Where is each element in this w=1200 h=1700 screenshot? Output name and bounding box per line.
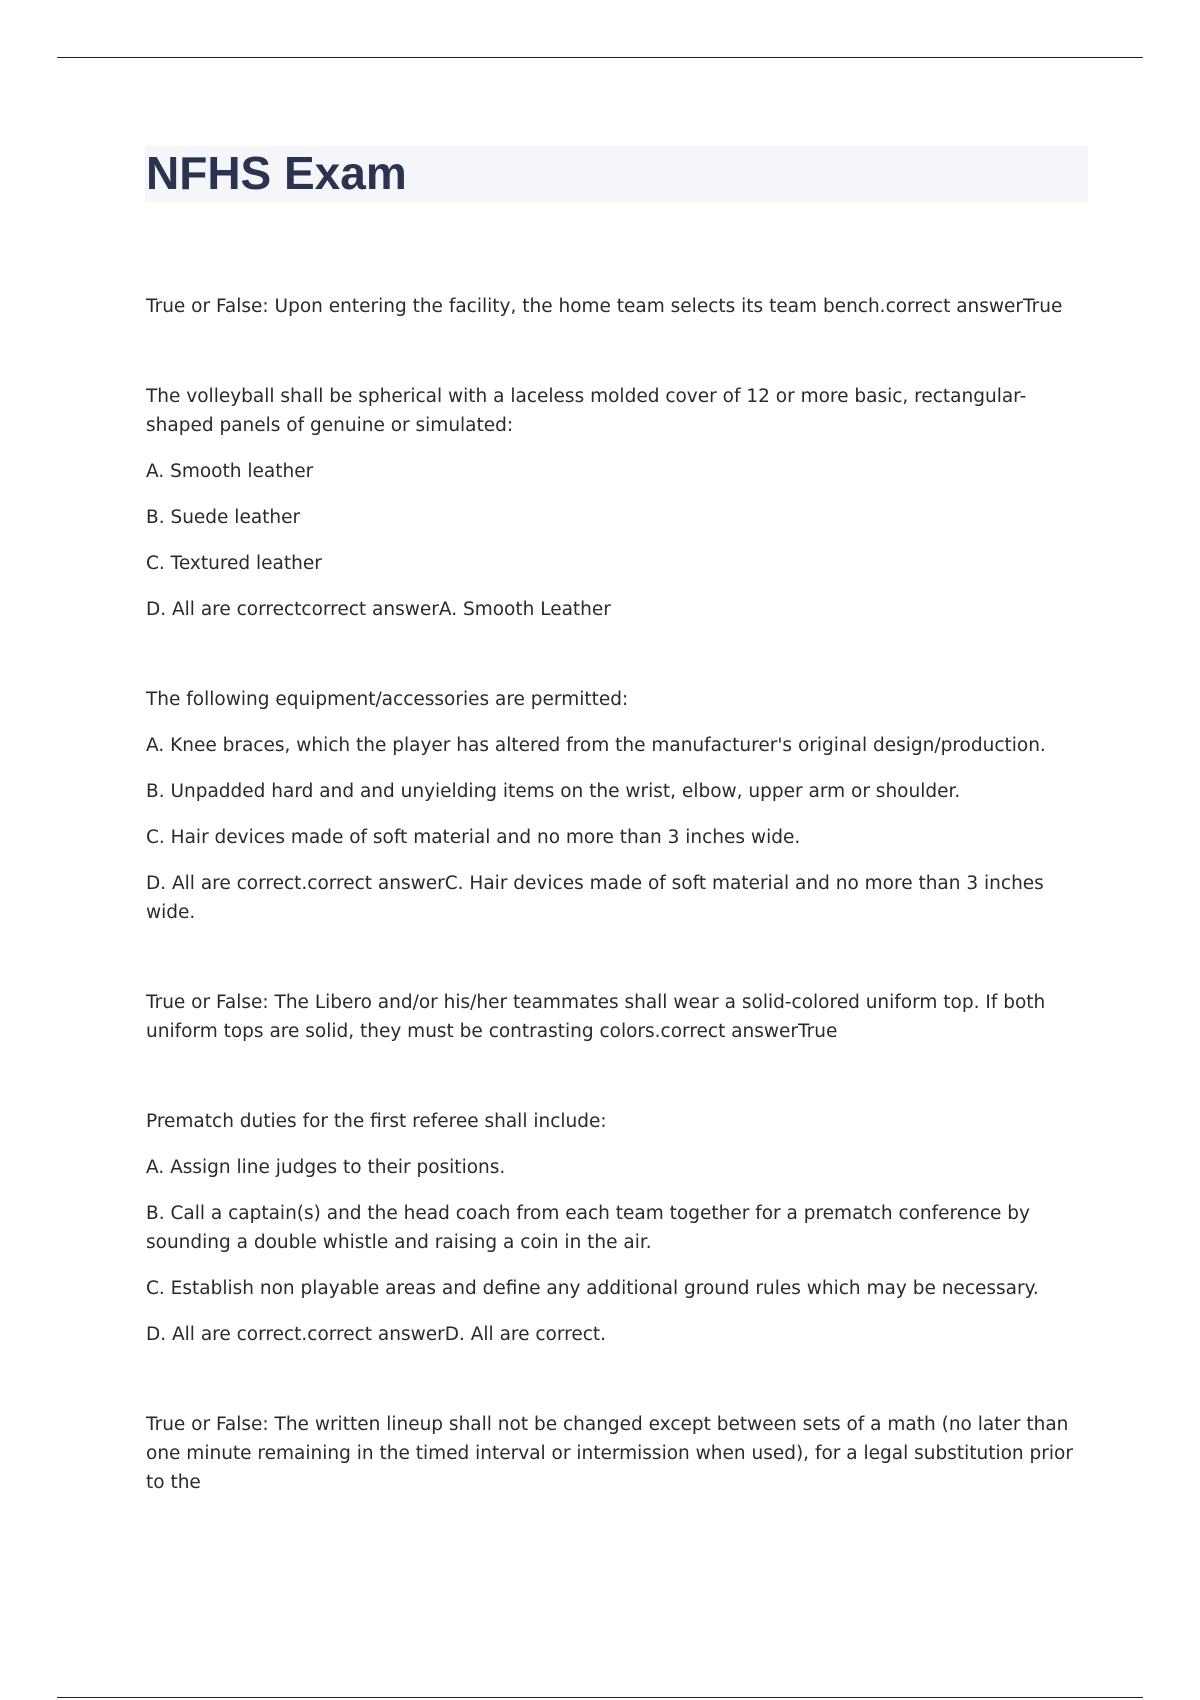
answer-option: C. Hair devices made of soft material and no more than 3 inches wide.: [146, 827, 801, 848]
question-text: True or False: The written lineup shall not be changed except between sets of a math (no later than one minute remaining in the timed interval or intermission when used), for a legal substitution prior to the: [146, 1414, 1073, 1493]
answer-option: D. All are correct.correct answerD. All are correct.: [146, 1324, 607, 1345]
question-block-2: [146, 382, 1086, 624]
answer-option: B. Call a captain(s) and the head coach from each team together for a prematch conference by sounding a double whistle and raising a coin in the air.: [146, 1203, 1030, 1253]
answer-option: C. Textured leather: [146, 553, 322, 574]
question-block-5: [146, 1107, 1086, 1349]
answer-option: B. Suede leather: [146, 507, 301, 528]
document-body: [146, 292, 1086, 1558]
top-rule: [57, 57, 1143, 58]
answer-option: D. All are correct.correct answerC. Hair devices made of soft material and no more than 3 inches wide.: [146, 873, 1044, 923]
answer-option: C. Establish non playable areas and define any additional ground rules which may be necessary.: [146, 1278, 1039, 1299]
question-block-1: [146, 292, 1086, 321]
answer-option: A. Knee braces, which the player has altered from the manufacturer's original design/production.: [146, 735, 1046, 756]
answer-option: B. Unpadded hard and and unyielding items on the wrist, elbow, upper arm or shoulder.: [146, 781, 961, 802]
question-text: The volleyball shall be spherical with a laceless molded cover of 12 or more basic, rectangular-shaped panels of genuine or simulated:: [146, 386, 1027, 436]
document-title: NFHS Exam: [146, 147, 407, 199]
answer-option: A. Smooth leather: [146, 461, 314, 482]
question-text: The following equipment/accessories are permitted:: [146, 689, 629, 710]
answer-option: A. Assign line judges to their positions.: [146, 1157, 506, 1178]
question-text: True or False: The Libero and/or his/her teammates shall wear a solid-colored uniform top. If both uniform tops are solid, they must be contrasting colors.correct answerTrue: [146, 992, 1046, 1042]
question-block-6: [146, 1410, 1086, 1497]
question-text: Prematch duties for the first referee shall include:: [146, 1111, 607, 1132]
answer-option: D. All are correctcorrect answerA. Smooth Leather: [146, 599, 611, 620]
question-text: True or False: Upon entering the facility, the home team selects its team bench.correct answerTrue: [146, 296, 1063, 317]
bottom-rule: [57, 1697, 1143, 1698]
question-block-3: [146, 685, 1086, 927]
question-block-4: [146, 988, 1086, 1046]
